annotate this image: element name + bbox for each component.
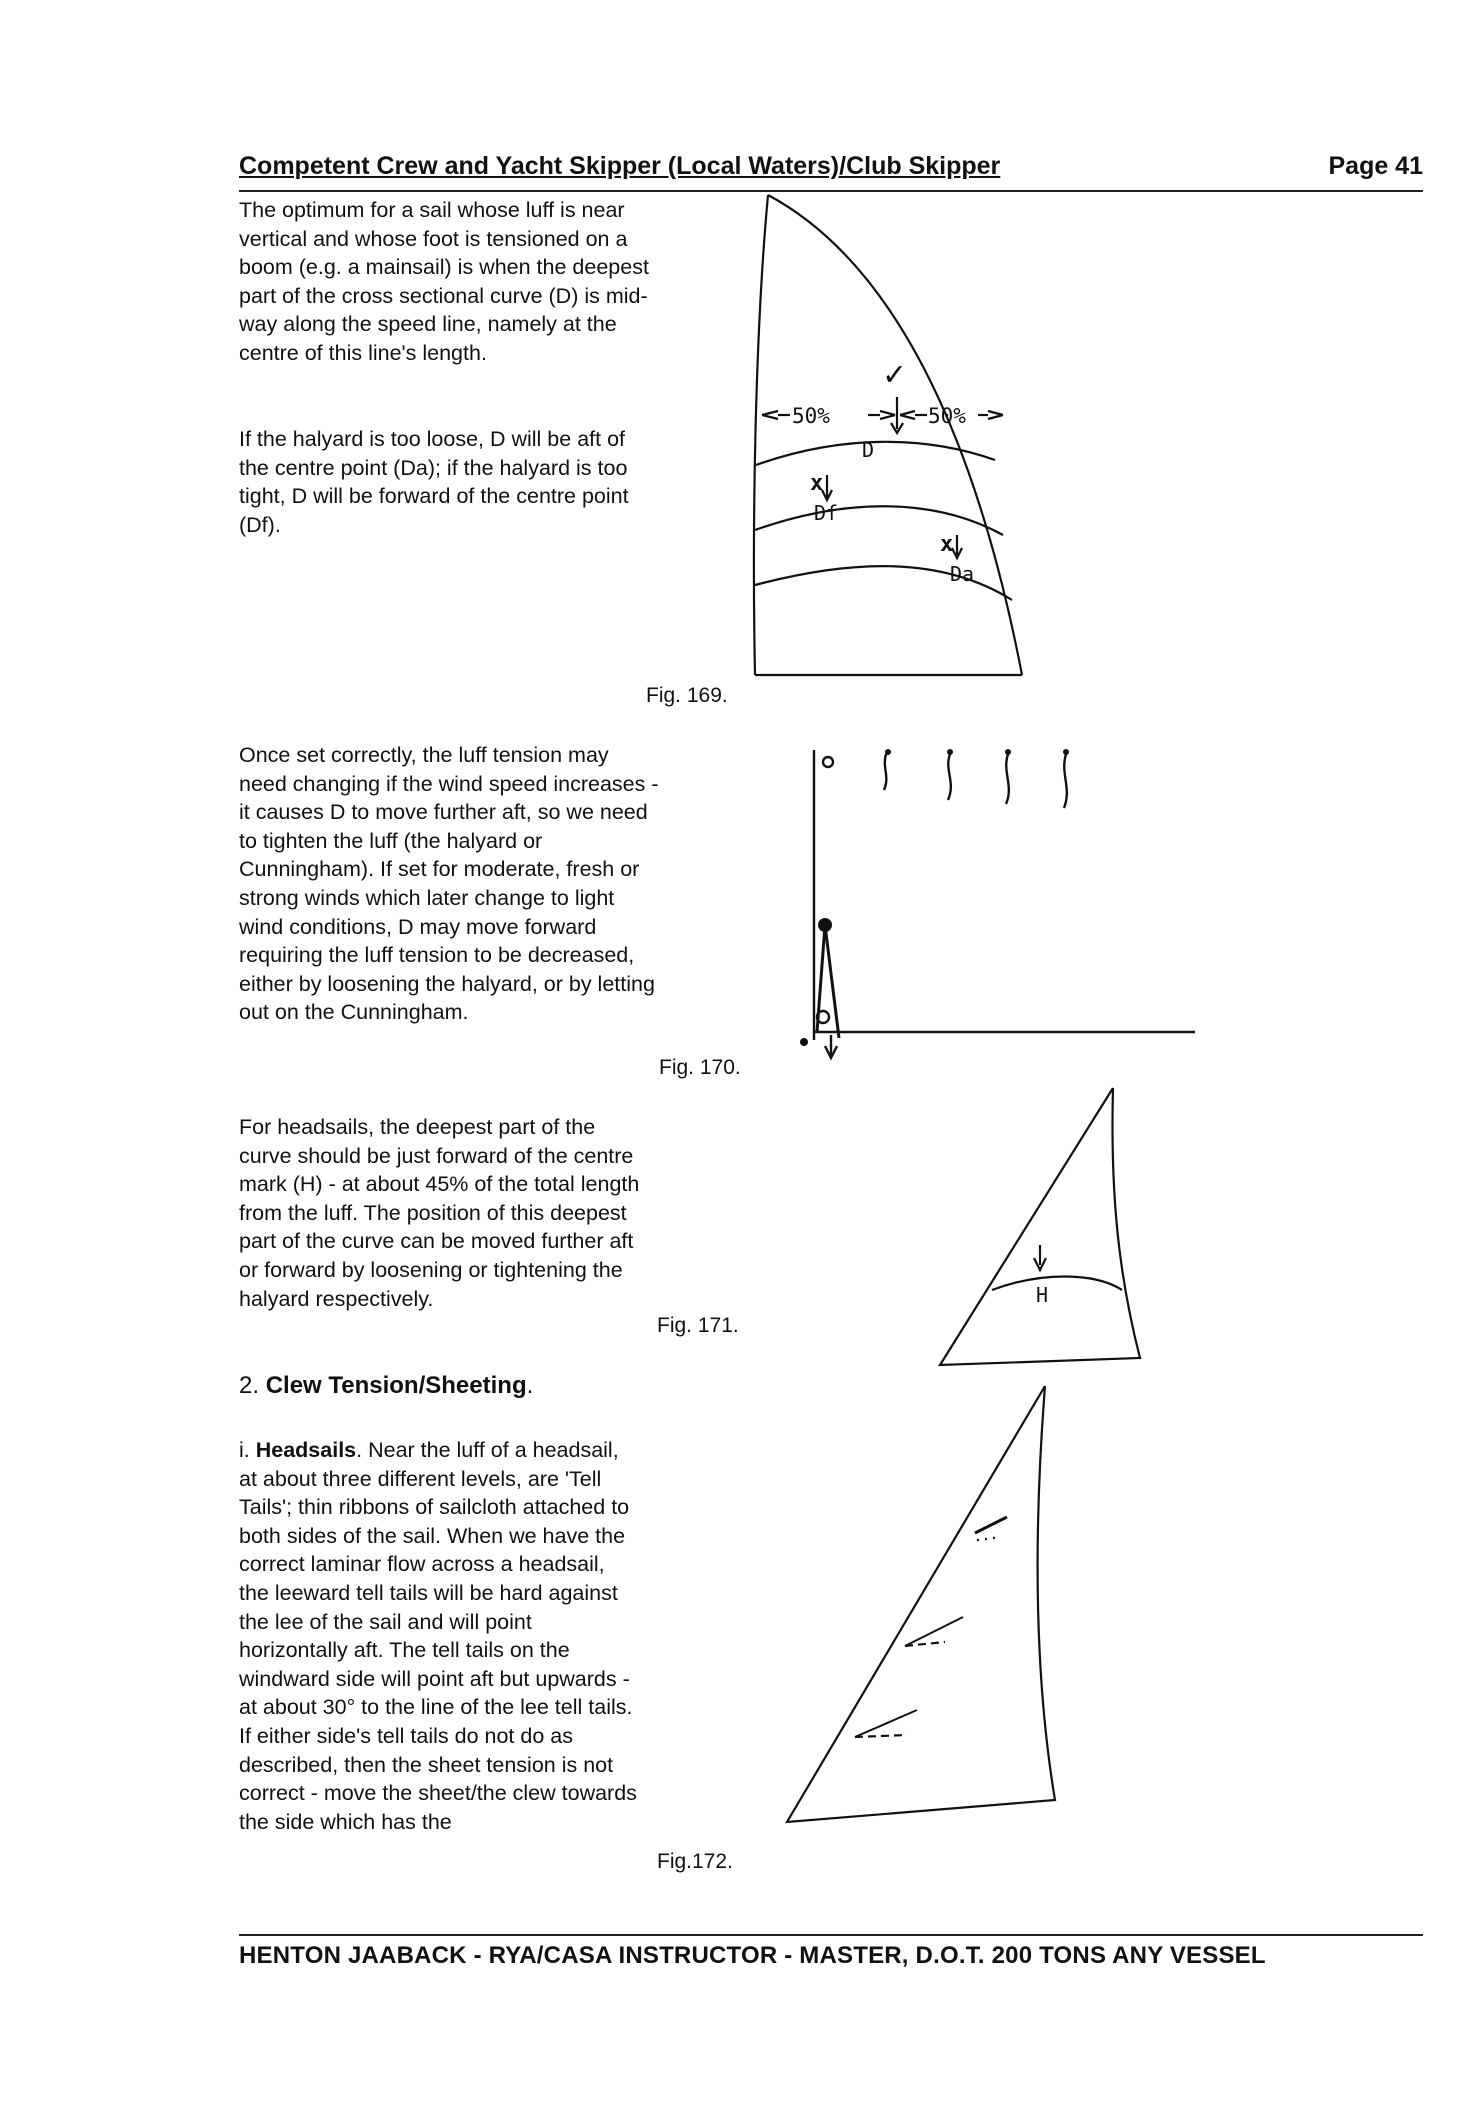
section-end: . [526,1372,534,1399]
section-number: 2. [239,1372,260,1399]
tell-tail-lower-lee [855,1710,917,1737]
arrow-left-head [762,411,778,419]
tell-tail-upper-lee [975,1517,1007,1533]
check-mark: ✓ [884,354,905,394]
mainsail-luff-line [754,195,768,675]
paragraph-text: The optimum for a sail whose luff is near vertical and whose foot is tensioned on a boom (e.g. a mainsail) is when the deepest part of the cross sectional curve (D) is mid-way along the speed line, namely at the centre of this line's length. [239,198,649,365]
paragraph-text [239,1436,639,1836]
mast-top-ring [823,757,833,767]
paragraph-optimum [239,196,649,368]
caption-fig-172: Fig.172. [657,1850,733,1873]
figure-170-mast-diagram [780,740,1200,1070]
tell-tail-upper-windward [977,1538,995,1540]
paragraph-text: If the halyard is too loose, D will be aft of the centre point (Da); if the halyard is too tight, D will be forward of the centre point (Df). [239,427,629,537]
paragraph-luff-tension [239,741,659,1027]
arrow-center-right-head [900,411,915,419]
figure-172-tell-tails-diagram [775,1380,1065,1840]
cunningham-knot [818,918,832,932]
paragraph-headsails-tell-tails [239,1436,639,1836]
arrow-right-head [988,411,1003,419]
label-50-right: 50% [928,404,966,428]
figure-171-headsail-diagram [930,1080,1150,1380]
paragraph-halyard [239,425,639,539]
label-da: Da [949,562,975,586]
paragraph-text: For headsails, the deepest part of the curve should be just forward of the centre mark (H) - at about 45% of the total length from the luff. The position of this deepest part of the curve can be moved further aft or forward by loosening or tightening the halyard respectively. [239,1115,640,1311]
figure-169-mainsail-diagram [720,185,1120,685]
caption-fig-169: Fig. 169. [646,684,728,707]
tell-tail-lower-windward [855,1735,907,1737]
headsail-outline [940,1088,1140,1365]
headsail-outline [787,1386,1055,1822]
tell-tail-2 [948,754,951,800]
document-title: Competent Crew and Yacht Skipper (Local Waters)/Club Skipper [239,152,1001,180]
tell-tail-3 [1006,754,1009,804]
paragraph-body: . Near the luff of a headsail, at about three different levels, are 'Tell Tails'; thin ribbons of sailcloth attached to both sides of the sail. When we have the correct laminar flow across a headsail, the leeward tell tails will be hard against the lee of the sail and will point horizontally aft. The tell tails on the windward side will point aft but upwards - at about 30° to the line of the lee tell tails. If either side's tell tails do not do as described, then the sheet tension is not correct - move the sheet/the clew towards the side which has the [239,1438,637,1834]
sail-curve-middle [755,506,1003,535]
paragraph-headsails [239,1113,649,1313]
footer-text: HENTON JAABACK - RYA/CASA INSTRUCTOR - MASTER, D.O.T. 200 TONS ANY VESSEL [239,1942,1266,1969]
list-marker: i. [239,1438,250,1462]
mark-x-df: x [810,471,824,496]
paragraph-text: Once set correctly, the luff tension may need changing if the wind speed increases - it causes D to move further aft, so we need to tighten the luff (the halyard or Cunningham). If set for moderate, fresh or strong winds which later change to light wind conditions, D may move forward requiring the luff tension to be decreased, either by loosening the halyard, or by letting out on the Cunningham. [239,743,659,1025]
tell-tail-4 [1064,754,1067,808]
caption-fig-170: Fig. 170. [659,1056,741,1079]
arrow-center-left-head [880,411,895,419]
headsail-curve [992,1277,1122,1291]
page-footer [239,1934,1423,1970]
tell-tail-middle-lee [905,1617,963,1646]
mark-x-da: x [940,532,954,557]
caption-fig-171: Fig. 171. [657,1314,739,1337]
mainsail-leech-line [768,195,1022,675]
label-50-left: 50% [792,404,830,428]
section-title: Clew Tension/Sheeting [265,1372,527,1399]
page-number: Page 41 [1328,152,1423,180]
section-heading [239,1372,533,1400]
term-headsails: Headsails [255,1438,357,1462]
label-h: H [1035,1283,1049,1307]
label-d: D [861,438,875,462]
tell-tail-1 [884,754,886,790]
label-df: Df [813,501,839,525]
